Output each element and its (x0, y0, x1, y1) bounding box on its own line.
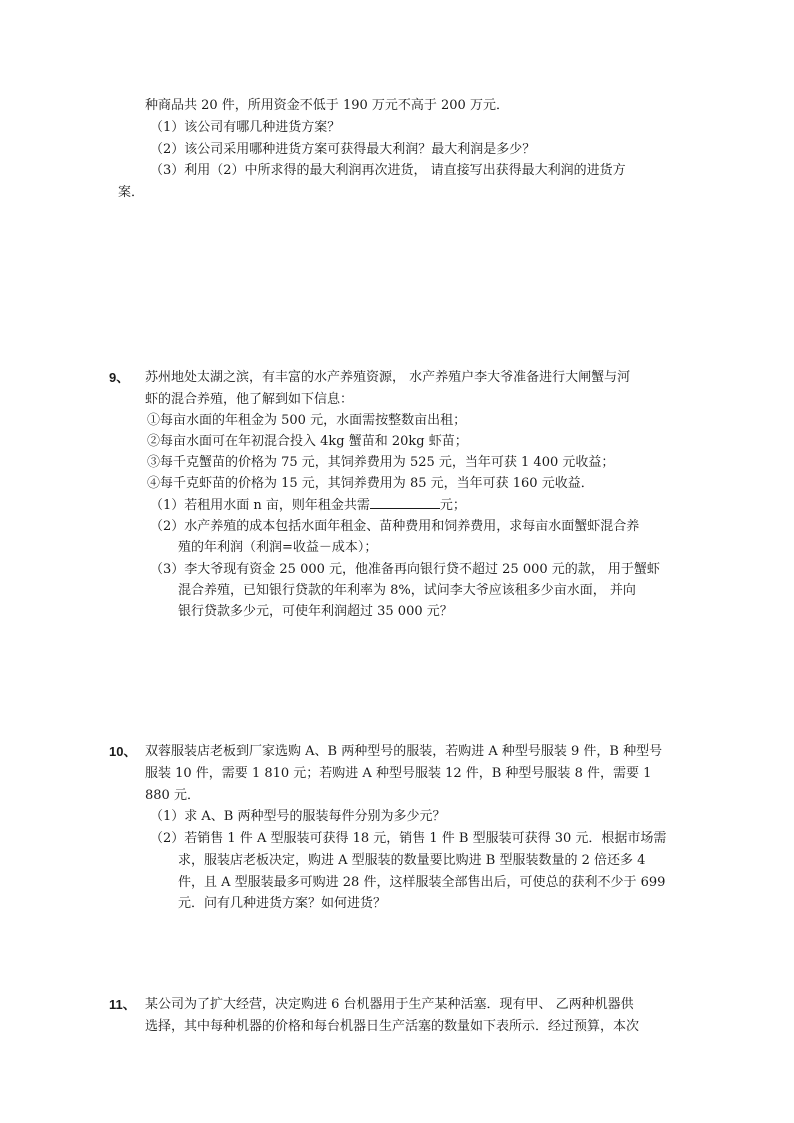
q8-sub3-a: （3）利用（2）中所求得的最大利润再次进货， 请直接写出获得最大利润的进货方 (150, 163, 626, 178)
q11-line2: 选择，其中每种机器的价格和每台机器日生产活塞的数量如下表所示．经过预算，本次 (145, 1019, 640, 1034)
q9-sub1-text: （1）若租用水面 n 亩，则年租金共需 (150, 498, 370, 513)
q9-line2: 虾的混合养殖，他了解到如下信息： (145, 392, 354, 407)
q10-sub1: （1）求 A、B 两种型号的服装每件分别为多少元？ (150, 809, 446, 824)
q9-info3: ③每千克蟹苗的价格为 75 元，其饲养费用为 525 元，当年可获 1 400 元收益； (147, 455, 615, 470)
q9-sub1-unit: 元； (439, 498, 466, 513)
q9-sub2-a: （2）水产养殖的成本包括水面年租金、苗种费用和饲养费用，求每亩水面蟹虾混合养 (150, 519, 640, 534)
q10-sub2-d: 元．问有几种进货方案？如何进货？ (178, 896, 387, 911)
q8-sub2: （2）该公司采用哪种进货方案可获得最大利润？最大利润是多少？ (150, 142, 536, 157)
q10-sub2-b: 求，服装店老板决定，购进 A 型服装的数量要比购进 B 型服装数量的 2 倍还多 4 (178, 853, 646, 868)
q8-sub3-b: 案． (118, 185, 145, 200)
q9-info2: ②每亩水面可在年初混合投入 4kg 蟹苗和 20kg 虾苗； (147, 434, 468, 449)
q9-sub3-b: 混合养殖，已知银行贷款的年利率为 8%，试问李大爷应该租多少亩水面， 并向 (178, 583, 636, 598)
q9-sub3-c: 银行贷款多少元，可使年利润超过 35 000 元？ (178, 604, 453, 619)
q9-sub2-b: 殖的年利润（利润=收益－成本）； (178, 540, 378, 555)
q10-line3: 880 元． (145, 788, 200, 803)
q10-line2: 服装 10 件，需要 1 810 元；若购进 A 种型号服装 12 件，B 种型号服装 8 件，需要 1 (145, 766, 652, 781)
q10-sub2-a: （2）若销售 1 件 A 型服装可获得 18 元，销售 1 件 B 型服装可获得 30 元．根据市场需 (150, 831, 667, 846)
q10-number: 10、 (109, 744, 137, 759)
q9-number: 9、 (109, 370, 130, 385)
q10-sub2-c: 件，且 A 型服装最多可购进 28 件，这样服装全部售出后，可使总的获利不少于 699 (178, 875, 666, 890)
q9-line1: 苏州地处太湖之滨，有丰富的水产养殖资源， 水产养殖户李大爷准备进行大闸蟹与河 (145, 370, 631, 385)
q9-sub1 (150, 496, 466, 515)
answer-blank[interactable] (370, 496, 440, 509)
q9-sub3-a: （3）李大爷现有资金 25 000 元，他准备再向银行贷不超过 25 000 元的款， 用于蟹虾 (150, 562, 660, 577)
q10-line1: 双蓉服装店老板到厂家选购 A、B 两种型号的服装，若购进 A 种型号服装 9 件，B 种型号 (145, 744, 663, 759)
q9-info1: ①每亩水面的年租金为 500 元，水面需按整数亩出租； (147, 413, 467, 428)
q11-line1: 某公司为了扩大经营，决定购进 6 台机器用于生产某种活塞．现有甲、 乙两种机器供 (145, 997, 634, 1012)
q8-line1: 种商品共 20 件，所用资金不低于 190 万元不高于 200 万元． (145, 98, 509, 113)
q11-number: 11、 (109, 997, 136, 1012)
q9-info4: ④每千克虾苗的价格为 15 元，其饲养费用为 85 元，当年可获 160 元收益． (147, 476, 594, 491)
q8-sub1: （1）该公司有哪几种进货方案？ (150, 120, 341, 135)
